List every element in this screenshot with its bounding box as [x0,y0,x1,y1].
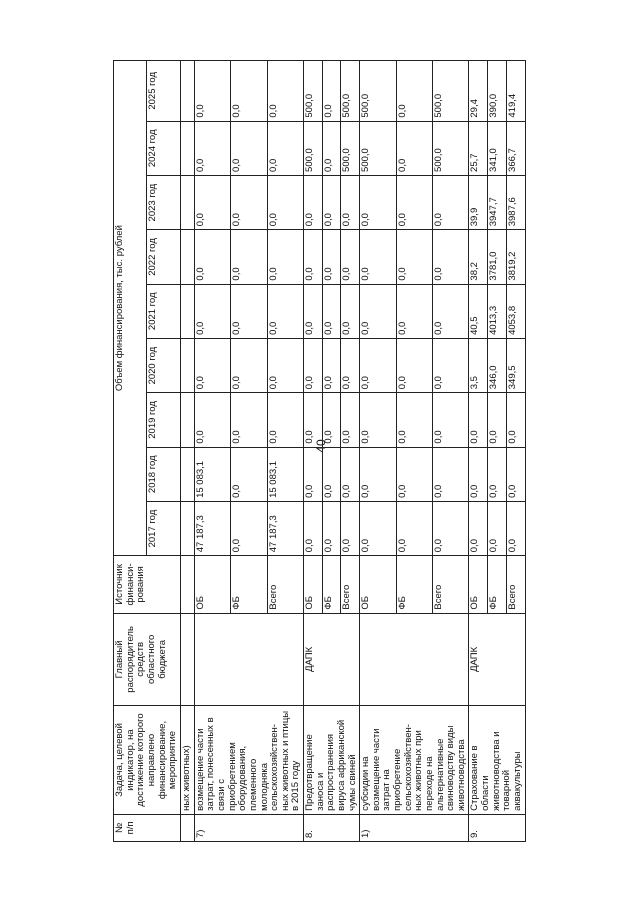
cell-value: 0,0 [231,393,267,447]
cell-value: 0,0 [341,175,360,229]
cell-value: 3819,2 [506,230,525,284]
header-year: 2021 год [147,284,180,338]
cell-value: 0,0 [396,121,432,175]
cell-value: 4053,8 [506,284,525,338]
header-volume: Объем финансирования, тыс. рублей [114,61,147,556]
cell-value: 0,0 [341,230,360,284]
cell-source: ФБ [396,556,432,613]
cell-value: 0,0 [231,447,267,501]
header-year: 2017 год [147,501,180,555]
cell-source: Всего [506,556,525,613]
cell-value: 0,0 [267,284,303,338]
cell-value: 0,0 [432,230,468,284]
header-task: Задача, целевой индикатор, на достижение которого направлено финансирование, мероприятие [114,706,181,815]
cell-value: 0,0 [322,121,341,175]
cell-value: 0,0 [194,121,230,175]
cell-source: ОБ [194,556,230,613]
cell-value: 0,0 [322,393,341,447]
cell-value: 0,0 [360,447,396,501]
cell-value: 0,0 [304,338,323,392]
cell-value: 0,0 [432,501,468,555]
cell-value: 0,0 [360,501,396,555]
cell-value: 0,0 [194,230,230,284]
cell-value: 0,0 [469,447,488,501]
cell-empty [180,175,194,229]
cell-value: 349,5 [506,338,525,392]
cell-source: Всего [432,556,468,613]
cell-value: 0,0 [194,175,230,229]
cell-empty [180,230,194,284]
header-year: 2019 год [147,393,180,447]
cell-value: 0,0 [322,230,341,284]
cell-source: ФБ [322,556,341,613]
cell-value: 500,0 [341,61,360,122]
cell-value: 3781,0 [488,230,507,284]
cell-value: 0,0 [341,393,360,447]
cell-value: 0,0 [322,338,341,392]
cell-value: 0,0 [194,61,230,122]
cell-source: ОБ [360,556,396,613]
table-row [360,61,396,842]
cell-value: 0,0 [304,393,323,447]
header-admin: Главный распорядитель средств областного бюджета [114,613,181,706]
cell-source: ОБ [304,556,323,613]
cell-value: 25,7 [469,121,488,175]
table-row [194,61,230,842]
cell-value: 500,0 [432,121,468,175]
cell-empty [180,61,194,122]
cell-value: 0,0 [231,175,267,229]
cell-value: 0,0 [231,284,267,338]
cell-value: 40,5 [469,284,488,338]
cell-value: 0,0 [231,121,267,175]
cell-value: 500,0 [341,121,360,175]
cell-admin: ДАПК [304,613,360,706]
cell-empty [180,121,194,175]
cell-value: 0,0 [469,501,488,555]
cell-value: 0,0 [396,61,432,122]
cell-source: ФБ [231,556,267,613]
cell-value: 500,0 [360,61,396,122]
cell-source [180,556,194,613]
cell-value: 0,0 [469,393,488,447]
cell-value: 0,0 [267,338,303,392]
cell-task: ных животных) [180,706,194,815]
cell-source: Всего [267,556,303,613]
cell-value: 0,0 [267,230,303,284]
cell-num [180,814,194,841]
cell-value: 0,0 [360,175,396,229]
cell-value: 500,0 [432,61,468,122]
cell-value: 0,0 [506,447,525,501]
cell-value: 0,0 [432,338,468,392]
cell-value: 15 083,1 [194,447,230,501]
cell-value: 0,0 [396,447,432,501]
cell-value: 0,0 [396,175,432,229]
cell-value: 0,0 [488,447,507,501]
cell-value: 0,0 [396,284,432,338]
cell-value: 366,7 [506,121,525,175]
cell-task: Страхование в области животноводства и товарной аквакультуры [469,706,525,815]
header-num: № п/п [114,814,181,841]
cell-value: 0,0 [304,284,323,338]
cell-value: 0,0 [322,175,341,229]
cell-value: 0,0 [396,230,432,284]
table-row [469,61,488,842]
cell-value: 0,0 [304,447,323,501]
cell-value: 0,0 [267,121,303,175]
cell-value: 346,0 [488,338,507,392]
cell-value: 3987,6 [506,175,525,229]
cell-value: 0,0 [341,338,360,392]
cell-value: 0,0 [304,501,323,555]
cell-value: 0,0 [506,393,525,447]
cell-value: 0,0 [194,393,230,447]
cell-num: 1) [360,814,469,841]
cell-value: 500,0 [304,121,323,175]
cell-value: 0,0 [396,338,432,392]
cell-task: Предотвращение заноса и распространения вируса африканской чумы свиней [304,706,360,815]
header-year: 2024 год [147,121,180,175]
cell-value: 0,0 [506,501,525,555]
header-year: 2022 год [147,230,180,284]
cell-source: ФБ [488,556,507,613]
header-year: 2023 год [147,175,180,229]
header-year: 2020 год [147,338,180,392]
cell-value: 500,0 [304,61,323,122]
cell-source: ОБ [469,556,488,613]
cell-value: 500,0 [360,121,396,175]
cell-value: 0,0 [341,501,360,555]
cell-task: субсидии на возмещение части затрат на приобретение сельскохозяйствен-ных животных при переходе на альтернативные свиноводству виды животноводства [360,706,469,815]
cell-value: 0,0 [322,501,341,555]
cell-value: 0,0 [432,447,468,501]
cell-value: 0,0 [267,175,303,229]
header-source: Источник финанси-рования [114,556,181,613]
rotated-table-container [113,60,547,842]
cell-value: 3,5 [469,338,488,392]
cell-value: 47 187,3 [267,501,303,555]
cell-value: 29,4 [469,61,488,122]
cell-value: 47 187,3 [194,501,230,555]
cell-value: 0,0 [341,284,360,338]
cell-value: 38,2 [469,230,488,284]
cell-value: 0,0 [360,284,396,338]
header-year: 2018 год [147,447,180,501]
cell-empty [180,447,194,501]
cell-admin [194,613,303,706]
cell-num: 9. [469,814,525,841]
continuation-row [180,61,194,842]
cell-value: 3947,7 [488,175,507,229]
cell-admin [360,613,469,706]
header-year: 2025 год [147,61,180,122]
cell-admin: ДАПК [469,613,525,706]
cell-task: возмещение части затрат, понесенных в связи с приобретением оборудования, племенного молодняка сельскохозяйствен-ных животных и птицы в 2015 году [194,706,303,815]
cell-value: 0,0 [396,393,432,447]
cell-value: 0,0 [231,338,267,392]
cell-value: 0,0 [304,175,323,229]
cell-value: 341,0 [488,121,507,175]
cell-empty [180,501,194,555]
cell-value: 15 083,1 [267,447,303,501]
cell-value: 0,0 [360,393,396,447]
cell-value: 0,0 [267,393,303,447]
financing-table [113,60,526,842]
cell-value: 390,0 [488,61,507,122]
cell-value: 0,0 [488,501,507,555]
cell-empty [180,338,194,392]
cell-value: 0,0 [488,393,507,447]
cell-value: 0,0 [432,393,468,447]
cell-value: 0,0 [360,338,396,392]
cell-num: 8. [304,814,360,841]
cell-value: 0,0 [231,230,267,284]
cell-empty [180,393,194,447]
cell-empty [180,284,194,338]
cell-admin [180,613,194,706]
cell-value: 0,0 [360,230,396,284]
cell-value: 4013,3 [488,284,507,338]
cell-value: 0,0 [322,447,341,501]
cell-num: 7) [194,814,303,841]
cell-source: Всего [341,556,360,613]
cell-value: 0,0 [194,284,230,338]
cell-value: 0,0 [267,61,303,122]
cell-value: 0,0 [322,61,341,122]
cell-value: 0,0 [432,284,468,338]
cell-value: 0,0 [194,338,230,392]
cell-value: 0,0 [231,501,267,555]
cell-value: 419,4 [506,61,525,122]
cell-value: 0,0 [231,61,267,122]
page-number: 40 [314,439,328,453]
cell-value: 0,0 [304,230,323,284]
table-row [304,61,323,842]
cell-value: 39,9 [469,175,488,229]
cell-value: 0,0 [322,284,341,338]
cell-value: 0,0 [341,447,360,501]
cell-value: 0,0 [396,501,432,555]
cell-value: 0,0 [432,175,468,229]
